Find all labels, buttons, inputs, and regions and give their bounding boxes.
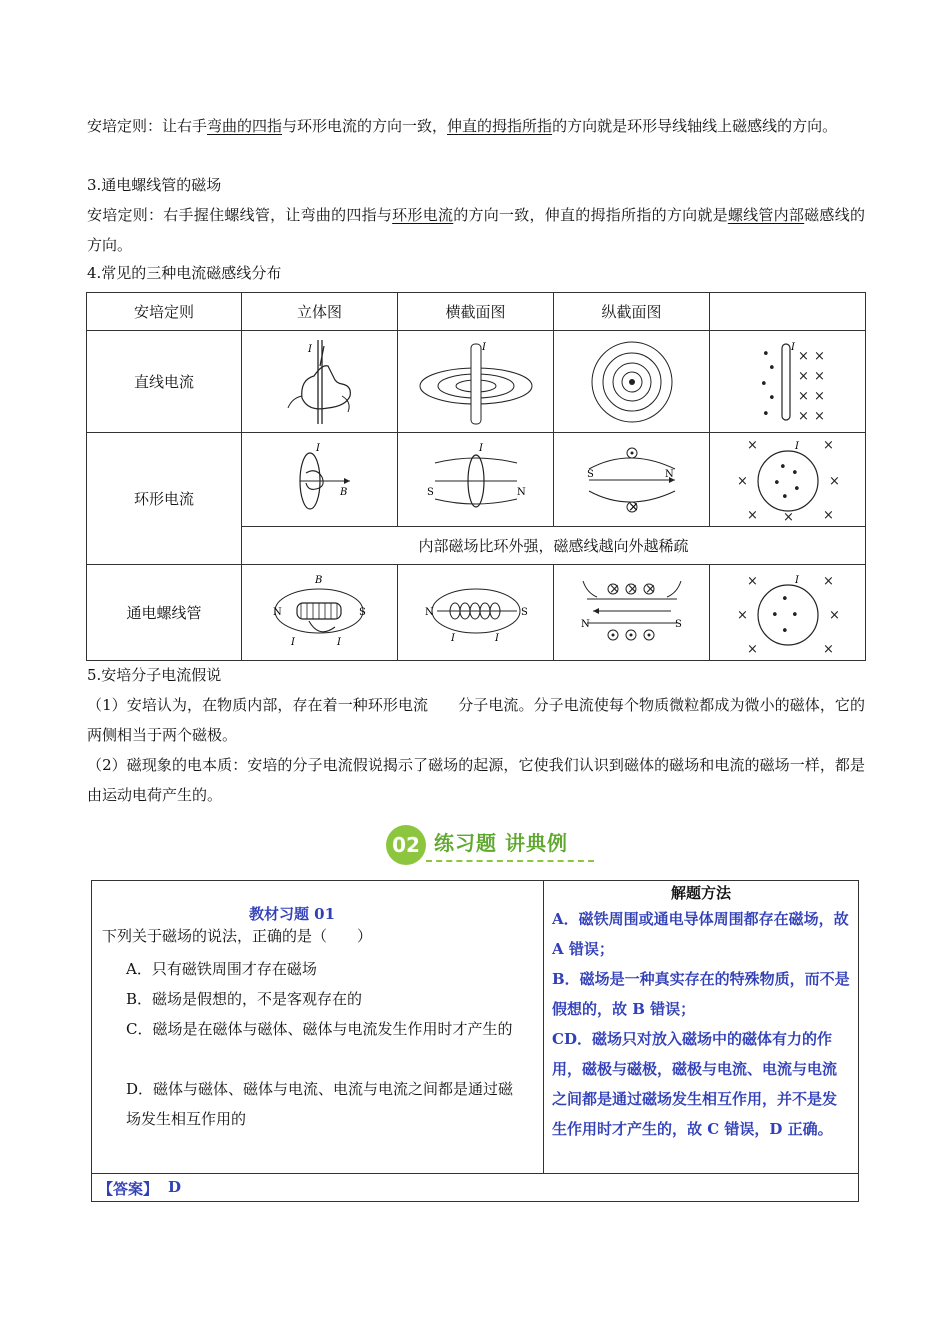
method-step-cd: CD．磁场只对放入磁场中的磁体有力的作用，磁极与磁极，磁极与电流、电流与电流之间都是通过磁场发生相互作用，并不是发生作用时才产生的，故 C 错误，D 正确。 (552, 1030, 838, 1138)
svg-text:•: • (780, 623, 789, 639)
solenoid-cross-section-figure (421, 571, 531, 655)
solenoid-longitudinal-figure (577, 571, 687, 655)
row-label: 环形电流 (87, 433, 242, 565)
svg-text:N: N (664, 468, 674, 480)
loop-cross-cell (398, 433, 554, 527)
molecular-current-point-1: （1）安培认为，在物质内部，存在着一种环形电流 分子电流。分子电流使每个物质微粒都成为微小的磁体，它的两侧相当于两个磁极。 (87, 696, 865, 744)
banner-dashed-underline (426, 860, 594, 862)
svg-text:×: × (644, 581, 656, 597)
exercise-title: 教材习题 01 (248, 905, 336, 923)
straight-3d-hand-figure (270, 336, 370, 428)
table-row-straight (87, 331, 866, 433)
row-label: 直线电流 (87, 331, 242, 433)
svg-text:×: × (782, 509, 794, 521)
solenoid-longitudinal-cell (554, 565, 710, 661)
svg-text:N: N (424, 606, 434, 618)
section-heading-three-fields: 4.常见的三种电流磁感线分布 (87, 264, 282, 282)
solenoid-dots-crosses-figure (733, 571, 843, 655)
field-line-table (86, 292, 866, 661)
svg-text:×: × (797, 408, 809, 424)
option-a: A．只有磁铁周围才存在磁场 (126, 960, 317, 978)
svg-text:×: × (626, 581, 638, 597)
option-d: D．磁体与磁体、磁体与电流、电流与电流之间都是通过磁场发生相互作用的 (126, 1080, 514, 1128)
svg-text:S: S (358, 606, 366, 618)
svg-text:×: × (736, 607, 748, 623)
svg-text:×: × (813, 408, 825, 424)
svg-text:×: × (608, 581, 620, 597)
solenoid-3d-hand-figure (265, 571, 375, 655)
merged-note: 内部磁场比环外强，磁感线越向外越稀疏 (242, 527, 866, 565)
solenoid-3d-cell (242, 565, 398, 661)
loop-longitudinal-figure (577, 439, 687, 521)
table-header-row (87, 293, 866, 331)
method-step-a: A．磁铁周围或通电导体周围都存在磁场，故 A 错误； (552, 910, 849, 958)
svg-text:•: • (770, 607, 779, 623)
svg-text:•: • (780, 489, 789, 505)
question-panel (92, 881, 544, 1173)
ampere-rule-solenoid-paragraph: 安培定则：右手握住螺线管，让弯曲的四指与环形电流的方向一致，伸直的拇指所指的方向就是螺线管内部磁感线的方向。 (87, 206, 865, 254)
svg-text:I: I (794, 440, 799, 452)
svg-text:×: × (822, 641, 834, 655)
svg-text:×: × (813, 348, 825, 364)
banner-title: 练习题 讲典例 (434, 831, 568, 855)
svg-text:S: S (520, 606, 528, 618)
svg-text:•: • (767, 360, 776, 376)
row-label: 通电螺线管 (87, 565, 242, 661)
straight-3d-cell (242, 331, 398, 433)
svg-text:×: × (746, 438, 758, 453)
current-label: I (481, 341, 486, 353)
concentric-circles-figure (582, 336, 682, 428)
svg-text:×: × (822, 438, 834, 453)
underline-thumb: 伸直的拇指所指 (447, 117, 553, 135)
underline-curled-fingers: 弯曲的四指 (207, 117, 283, 135)
svg-text:×: × (746, 573, 758, 589)
svg-text:•: • (790, 465, 799, 481)
header-cell: 立体图 (242, 293, 398, 331)
current-label: I (790, 341, 795, 353)
option-c: C．磁场是在磁体与磁体、磁体与电流发生作用时才产生的 (126, 1020, 513, 1038)
straight-longitudinal-cell (554, 331, 710, 433)
svg-text:N: N (580, 618, 590, 630)
current-label: I (307, 343, 312, 355)
svg-text:•: • (790, 607, 799, 623)
answer-value: D (168, 1178, 182, 1196)
svg-text:×: × (797, 368, 809, 384)
loop-field-cell (710, 433, 866, 527)
molecular-current-point-2: （2）磁现象的电本质：安培的分子电流假说揭示了磁场的起源，它使我们认识到磁体的磁场和电流的磁场一样，都是由运动电荷产生的。 (87, 756, 865, 804)
svg-text:I: I (450, 632, 455, 644)
svg-text:•: • (759, 376, 768, 392)
loop-3d-cell (242, 433, 398, 527)
straight-cross-cell (398, 331, 554, 433)
method-panel (544, 881, 858, 1173)
svg-text:I: I (336, 636, 341, 648)
svg-text:S: S (586, 468, 594, 480)
svg-text:×: × (828, 473, 840, 489)
ampere-rule-loop-paragraph: 安培定则：让右手弯曲的四指与环形电流的方向一致，伸直的拇指所指的方向就是环形导线轴线上磁感线的方向。 (87, 117, 838, 135)
svg-text:I: I (290, 636, 295, 648)
svg-text:B: B (314, 574, 322, 586)
banner-number-badge: 02 (386, 825, 426, 865)
svg-text:I: I (794, 574, 799, 586)
svg-text:•: • (792, 481, 801, 497)
svg-text:N: N (272, 606, 282, 618)
svg-text:I: I (315, 442, 320, 454)
svg-text:B: B (339, 486, 347, 498)
method-step-b: B．磁场是一种真实存在的特殊物质，而不是假想的，故 B 错误； (552, 970, 850, 1018)
loop-cross-section-figure (421, 439, 531, 521)
question-text: 下列关于磁场的说法，正确的是（ ） (102, 927, 373, 945)
svg-text:×: × (813, 388, 825, 404)
header-cell (710, 293, 866, 331)
svg-text:N: N (516, 486, 526, 498)
svg-text:×: × (822, 507, 834, 521)
straight-field-cell (710, 331, 866, 433)
header-cell: 纵截面图 (554, 293, 710, 331)
exercise-box (91, 880, 859, 1202)
method-title: 解题方法 (670, 884, 731, 902)
svg-text:×: × (746, 641, 758, 655)
loop-dots-crosses-figure (733, 439, 843, 521)
header-cell: 横截面图 (398, 293, 554, 331)
table-row-loop (87, 433, 866, 527)
svg-text:×: × (828, 607, 840, 623)
section-heading-molecular-current: 5.安培分子电流假说 (87, 666, 222, 684)
svg-text:•: • (761, 406, 770, 422)
svg-text:×: × (797, 388, 809, 404)
solenoid-field-cell (710, 565, 866, 661)
answer-label: 【答案】 (98, 1180, 159, 1198)
solenoid-cross-cell (398, 565, 554, 661)
svg-text:×: × (797, 348, 809, 364)
svg-text:•: • (767, 390, 776, 406)
answer-row (92, 1173, 858, 1202)
svg-text:S: S (426, 486, 434, 498)
option-b: B．磁场是假想的，不是客观存在的 (126, 990, 363, 1008)
underline-solenoid-inside: 螺线管内部 (727, 206, 805, 224)
svg-text:•: • (780, 591, 789, 607)
svg-text:×: × (813, 368, 825, 384)
header-cell: 安培定则 (87, 293, 242, 331)
underline-loop-current: 环形电流 (392, 206, 454, 224)
svg-text:×: × (736, 473, 748, 489)
svg-text:•: • (772, 475, 781, 491)
svg-text:×: × (627, 499, 639, 515)
straight-dots-crosses-figure (738, 336, 838, 428)
svg-text:×: × (822, 573, 834, 589)
svg-text:•: • (778, 459, 787, 475)
straight-cross-section-figure (416, 336, 536, 428)
table-row-solenoid (87, 565, 866, 661)
section-banner (386, 823, 606, 865)
svg-text:S: S (674, 618, 682, 630)
svg-text:×: × (746, 507, 758, 521)
svg-text:I: I (494, 632, 499, 644)
loop-3d-hand-figure (270, 439, 370, 521)
section-heading-solenoid: 3.通电螺线管的磁场 (87, 176, 222, 194)
svg-text:•: • (761, 346, 770, 362)
svg-text:I: I (478, 442, 483, 454)
loop-longitudinal-cell (554, 433, 710, 527)
